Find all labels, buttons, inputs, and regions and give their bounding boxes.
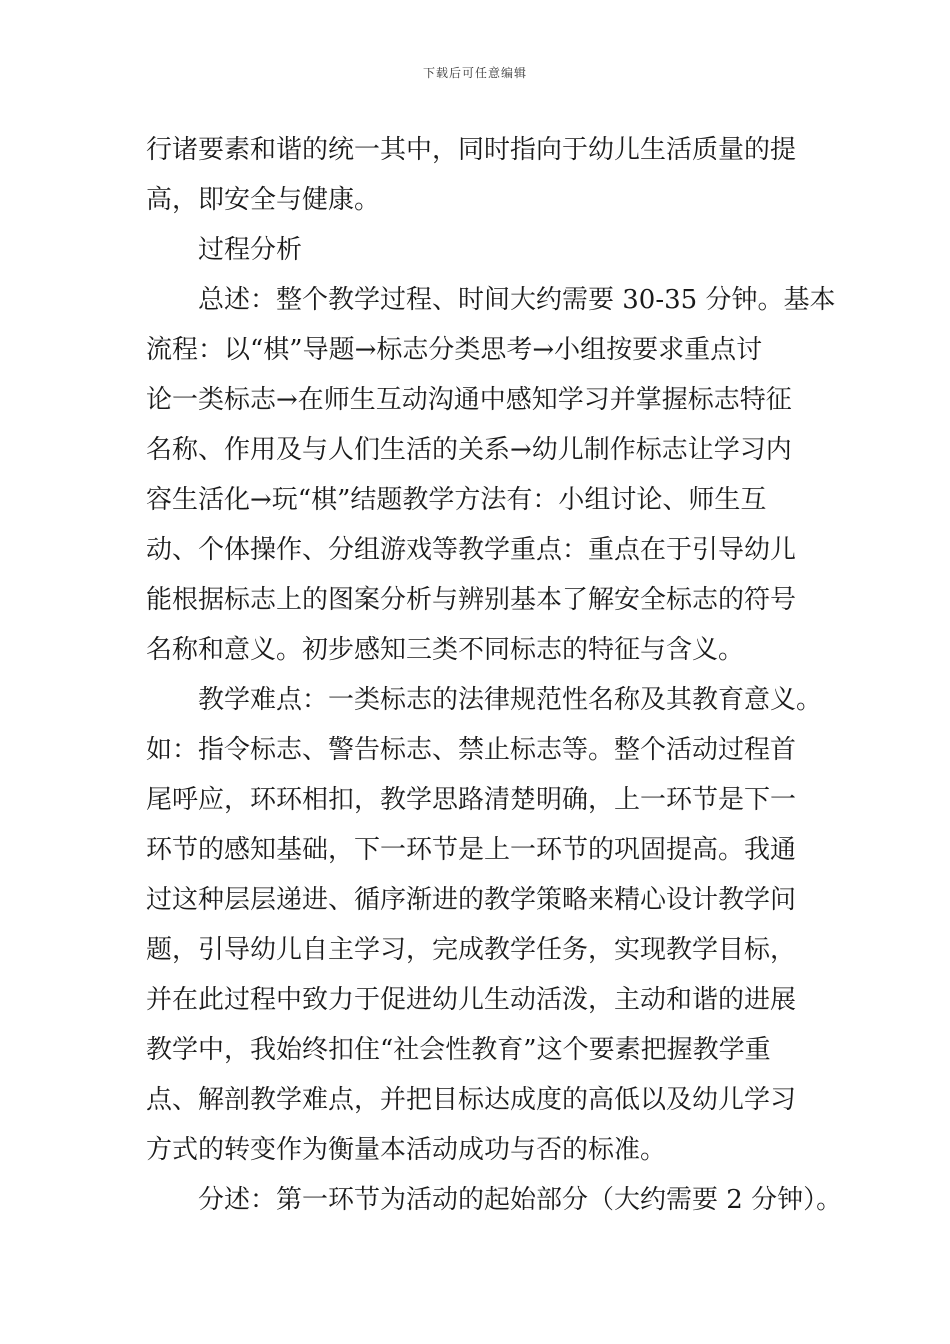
text-line: 容生活化→玩“棋”结题教学方法有：小组讨论、师生互 bbox=[146, 485, 767, 515]
text-line: 方式的转变作为衡量本活动成功与否的标准。 bbox=[146, 1135, 667, 1165]
text-line: 名称、作用及与人们生活的关系→幼儿制作标志让学习内 bbox=[146, 435, 792, 465]
text-line: 过这种层层递进、循序渐进的教学策略来精心设计教学问 bbox=[146, 885, 797, 915]
section-heading: 过程分析 bbox=[198, 235, 303, 265]
text-line: 题，引导幼儿自主学习，完成教学任务，实现教学目标， bbox=[146, 935, 797, 965]
text-line: 高，即安全与健康。 bbox=[146, 185, 381, 215]
text-line: 总述：整个教学过程、时间大约需要 30-35 分钟。基本 bbox=[198, 285, 836, 315]
text-line: 论一类标志→在师生互动沟通中感知学习并掌握标志特征 bbox=[146, 385, 792, 415]
text-line: 能根据标志上的图案分析与辨别基本了解安全标志的符号 bbox=[146, 585, 797, 615]
text-line: 行诸要素和谐的统一其中，同时指向于幼儿生活质量的提 bbox=[146, 135, 797, 165]
text-line: 教学中，我始终扣住“社会性教育”这个要素把握教学重 bbox=[146, 1035, 771, 1065]
text-line: 点、解剖教学难点，并把目标达成度的高低以及幼儿学习 bbox=[146, 1085, 797, 1115]
text-line: 并在此过程中致力于促进幼儿生动活泼，主动和谐的进展 bbox=[146, 985, 797, 1015]
page-header: 下载后可任意编辑 bbox=[422, 66, 527, 80]
text-line: 流程：以“棋”导题→标志分类思考→小组按要求重点讨 bbox=[146, 335, 763, 365]
text-line: 教学难点：一类标志的法律规范性名称及其教育意义。 bbox=[198, 685, 823, 715]
text-line: 分述：第一环节为活动的起始部分（大约需要 2 分钟）。 bbox=[198, 1185, 843, 1215]
text-line: 环节的感知基础，下一环节是上一环节的巩固提高。我通 bbox=[146, 835, 797, 865]
text-line: 动、个体操作、分组游戏等教学重点：重点在于引导幼儿 bbox=[146, 535, 797, 565]
text-line: 名称和意义。初步感知三类不同标志的特征与含义。 bbox=[146, 635, 745, 665]
text-line: 尾呼应，环环相扣，教学思路清楚明确，上一环节是下一 bbox=[146, 785, 797, 815]
text-line: 如：指令标志、警告标志、禁止标志等。整个活动过程首 bbox=[146, 735, 797, 765]
